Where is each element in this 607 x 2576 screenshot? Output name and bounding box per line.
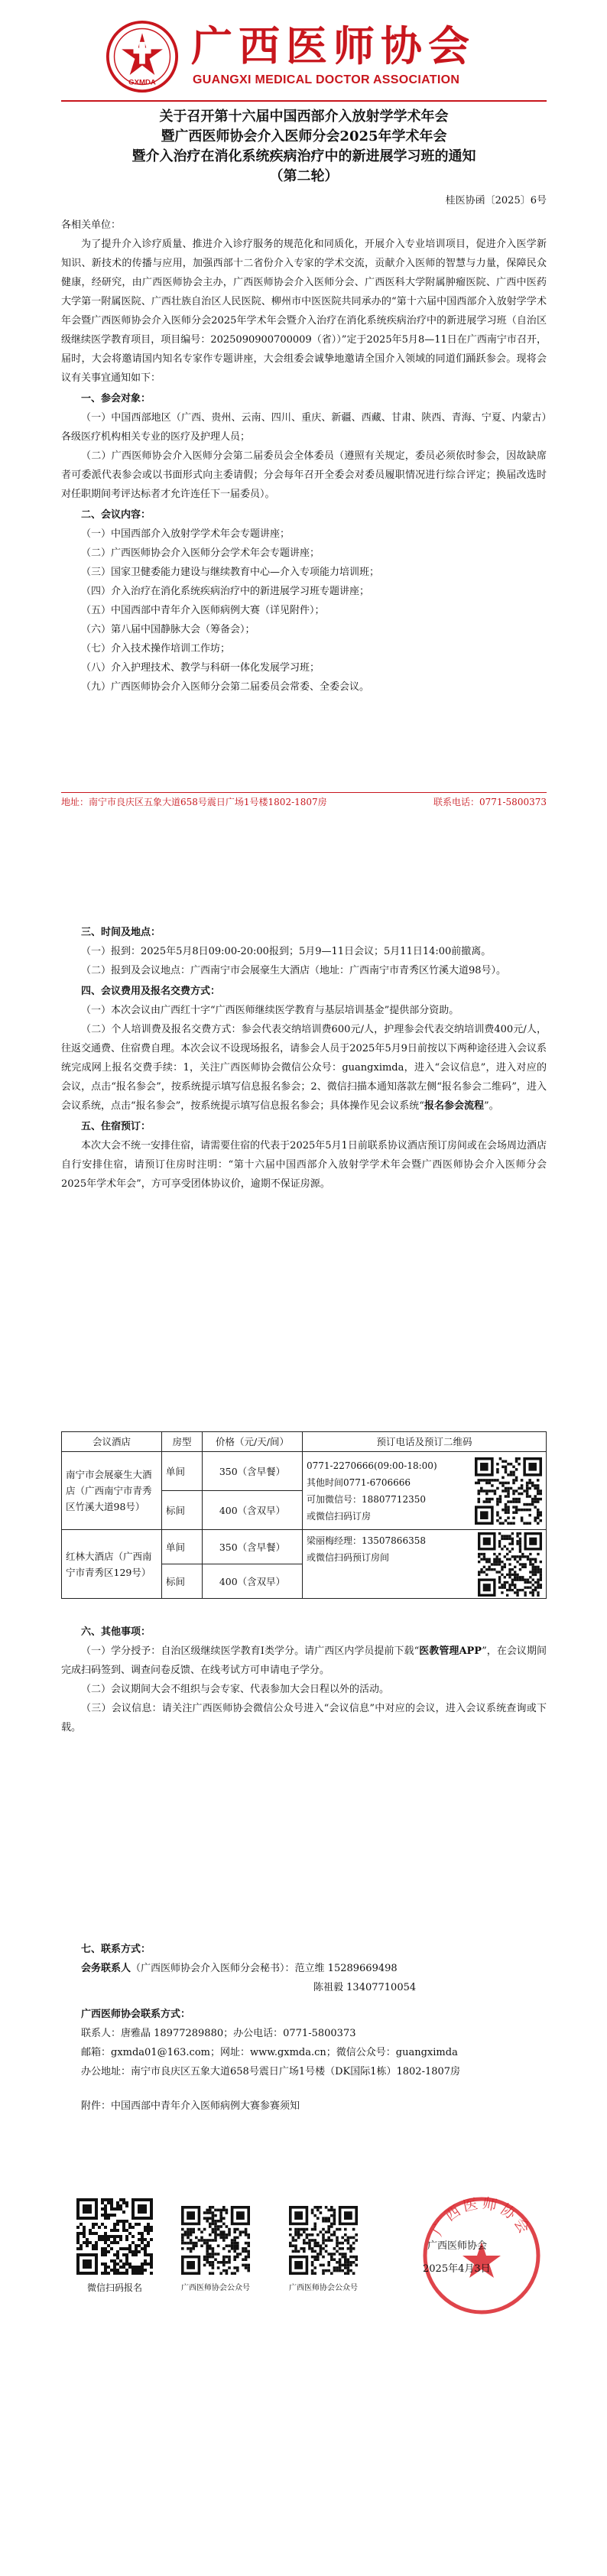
intro-paragraph: 为了提升介入诊疗质量、推进介入诊疗服务的规范化和同质化，开展介入专业培训项目，促进介入医学新知识、新技术的传播与应用，加强西部十二省份介入专家的学术交流，贡献介入医师的智慧与力量，保障民众健康，经研究，由广西医师协会主办，广西医师协会介入医师分会、广西医科大学附属肿瘤医院、广西中医药大学第一附属医院、广西壮族自治区人民医院、柳州市中医医院共同承办的“第十六届中国西部介入放射学学术年会暨广西医师协会介入医师分会2025年学术年会暨介入治疗在消化系统疾病治疗中的新进展学习班（自治区级继续医学教育项目，项目编号：2025090900700009（省））”定于2025年5月8—11日在广西南宁市召开，届时，大会将邀请国内知名专家作专题讲座，大会组委会诚挚地邀请全国介入领域的同道们踊跃参会。现将会议有关事宜通知如下： [61, 239, 547, 384]
signup-qr[interactable] [76, 2198, 153, 2294]
room-type: 标间 [162, 1564, 203, 1599]
affairs-phone-1: 15289669498 [327, 1963, 398, 1974]
table-header-cell: 预订电话及预订二维码 [303, 1432, 547, 1452]
room-price: 350（含早餐） [203, 1452, 303, 1491]
assoc-contact-heading: 广西医师协会联系方式： [81, 2009, 191, 2020]
section2-item: （五）中国西部中青年介入医师病例大赛（详见附件）； [81, 605, 325, 616]
table-header-cell: 房型 [162, 1432, 203, 1452]
section2-item: （二）广西医师协会介入医师分会学术年会专题讲座； [81, 547, 320, 559]
attachment-note: 附件：中国西部中青年介入医师病例大赛参赛须知 [81, 2100, 300, 2112]
section2-item: （九）广西医师协会介入医师分会第二届委员会常委、全委会议。 [81, 681, 370, 693]
logo-text: GXMDA [128, 78, 156, 87]
table-header-cell: 价格（元/天/间） [203, 1432, 303, 1452]
section1-item-1: （一）中国西部地区（广西、贵州、云南、四川、重庆、新疆、西藏、甘肃、陕西、青海、宁夏、内蒙古）各级医疗机构相关专业的医疗及护理人员； [61, 412, 547, 443]
section2-heading: 二、会议内容： [81, 509, 151, 521]
section6-item-1-end: ”，在会议期间完成扫码签到、调查问卷反馈、在线考试方可申请电子学分。 [61, 1645, 547, 1676]
contact-line: 0771-2270666(09:00-18:00) [307, 1460, 437, 1471]
section2-item: （四）介入治疗在消化系统疾病治疗中的新进展学习班专题讲座； [81, 586, 370, 597]
section6-heading: 六、其他事项： [81, 1626, 151, 1638]
section6-item-3: （三）会议信息：请关注广西医师协会微信公众号进入“会议信息”中对应的会议，进入会议系统查询或下载。 [61, 1703, 547, 1733]
hotel-contact [303, 1452, 547, 1530]
table-header-cell: 会议酒店 [62, 1432, 162, 1452]
room-type: 单间 [162, 1452, 203, 1491]
page-1 [0, 0, 607, 833]
section4-item-2-end: ”。 [483, 1100, 499, 1112]
org-name: 广西医师协会 [191, 21, 476, 70]
section4-heading: 四、会议费用及报名交费方式： [81, 986, 221, 997]
salutation: 各相关单位： [61, 219, 122, 231]
title-line-2: 暨广西医师协会介入医师分会2025年学术年会 [161, 128, 447, 145]
page3-body [61, 1938, 547, 2116]
section3-heading: 三、时间及地点： [81, 927, 161, 938]
table-row [62, 1530, 547, 1564]
table-row [62, 1452, 547, 1491]
section6-item-1 [61, 1642, 547, 1680]
affairs-phone-2: 13407710054 [346, 1982, 417, 1993]
room-type: 标间 [162, 1491, 203, 1530]
footer-divider [61, 792, 547, 793]
document-number: 桂医协函〔2025〕6号 [445, 195, 547, 206]
hotel-name: 红林大酒店（广西南宁市青秀区129号） [62, 1530, 162, 1599]
section2-item: （三）国家卫健委能力建设与继续教育中心—介入专项能力培训班； [81, 567, 380, 578]
assoc-contact: 联系人：唐雅晶 18977289880；办公电话：0771-5800373 [81, 2028, 356, 2039]
wechat-qr-1[interactable] [181, 2206, 250, 2292]
page-3 [0, 1751, 607, 2576]
affairs-org: （广西医师协会介入医师分会秘书）：范立维 [131, 1963, 325, 1974]
wechat-qr-caption: 广西医师协会公众号 [289, 2284, 358, 2292]
section2-item: （六）第八届中国静脉大会（筹备会）； [81, 624, 255, 635]
room-type: 单间 [162, 1530, 203, 1564]
section5-text: 本次大会不统一安排住宿，请需要住宿的代表于2025年5月1日前联系协议酒店预订房间或在会场周边酒店自行安排住宿，请预订住房时注明：“第十六届中国西部介入放射学学术年会暨广西医师协会介入医师分会2025年学术年会”，方可享受团体协议价，逾期不保证房源。 [61, 1140, 547, 1190]
hotel1-qr-code-icon [475, 1457, 542, 1525]
page2-section6 [61, 1621, 547, 1737]
section2-item: （七）介入技术操作培训工作坊； [81, 643, 231, 655]
header-divider [61, 100, 547, 102]
section4-item-2 [61, 1020, 547, 1116]
section4-item-1: （一）本次会议由广西红十字“广西医师继续医学教育与基层培训基金”提供部分资助。 [81, 1005, 459, 1016]
signature-org: 广西医师协会 [427, 2240, 488, 2252]
document-title [61, 107, 547, 187]
section6-item-2: （二）会议期间大会不组织与会专家、代表参加大会日程以外的活动。 [81, 1684, 390, 1695]
wechat-qr-code-icon[interactable] [289, 2206, 358, 2275]
signup-qr-caption: 微信扫码报名 [86, 2282, 142, 2293]
section4-item-2-text: （二）个人培训费及报名交费方式：参会代表交纳培训费600元/人，护理参会代表交纳培训费400元/人，往返交通费、住宿费自理。本次会议不设现场报名，请参会人员于2025年5月9日前按以下两种途径进入会议系统完成网上报名交费手续：1，关注广西医师协会微信公众号：guangximda，进入“会议信息”，进入对应的会议，点击“报名参会”，按系统提示填写信息报名参会；2、微信扫描本通知落款左侧“报名参会二维码”，进入会议系统，点击“报名参会”，按系统提示填写信息报名参会；具体操作见会议系统“ [61, 1024, 547, 1112]
affairs-label: 会务联系人 [81, 1963, 131, 1974]
hotel-contact [303, 1530, 547, 1599]
wechat-qr-2[interactable] [289, 2206, 358, 2292]
affairs-contact-line [61, 1959, 547, 1978]
footer-phone: 联系电话：0771-5800373 [433, 797, 547, 807]
title-line-4: （第二轮） [269, 168, 339, 184]
contact-line: 梁丽梅经理：13507866358 [307, 1535, 426, 1546]
org-name-en: GUANGXI MEDICAL DOCTOR ASSOCIATION [193, 73, 460, 86]
contact-line: 或微信扫码订房 [307, 1510, 372, 1522]
affairs-contact-line-2 [61, 1978, 547, 1997]
page1-body [61, 216, 547, 697]
section1-heading: 一、参会对象： [81, 393, 151, 404]
association-logo-icon [105, 20, 179, 93]
section2-item: （一）中国西部介入放射学学术年会专题讲座； [81, 528, 291, 540]
signup-qr-code-icon[interactable] [76, 2198, 153, 2275]
wechat-qr-caption: 广西医师协会公众号 [181, 2284, 250, 2292]
section3-item-1: （一）报到：2025年5月8日09:00-20:00报到；5月9—11日会议；5月11日14:00前撤离。 [81, 946, 492, 957]
section5-heading: 五、住宿预订： [81, 1121, 151, 1132]
contact-line: 可加微信号：18807712350 [307, 1493, 426, 1505]
affairs-person-2: 陈祖毅 [313, 1982, 344, 1993]
wechat-qr-code-icon[interactable] [181, 2206, 250, 2275]
section2-item: （八）介入护理技术、教学与科研一体化发展学习班； [81, 662, 320, 674]
section3-item-2: （二）报到及会议地点：广西南宁市会展豪生大酒店（地址：广西南宁市青秀区竹溪大道98号）。 [81, 965, 507, 976]
page-2 [0, 849, 607, 1743]
hotel-name: 南宁市会展豪生大酒店（广西南宁市青秀区竹溪大道98号） [62, 1452, 162, 1530]
assoc-address: 办公地址：南宁市良庆区五象大道658号震日广场1号楼（DK国际1栋）1802-1807房 [81, 2066, 461, 2077]
hotel-table-header [62, 1432, 547, 1452]
svg-text:广西医师协会 [429, 2195, 534, 2239]
contact-line: 或微信扫码预订房间 [307, 1551, 390, 1563]
page-footer [61, 795, 547, 808]
section1-item-2: （二）广西医师协会介入医师分会第二届委员会全体委员（遵照有关规定，委员必须依时参会，因故缺席者可委派代表参会或以书面形式向主委请假；分会每年召开全委会对委员履职情况进行综合评定；换届改选时对任职期间考评达标者才允许连任下一届委员）。 [61, 450, 547, 500]
assoc-email: 邮箱：gxmda01@163.com；网址：www.gxmda.cn；微信公众号：guangximda [81, 2047, 458, 2058]
room-price: 400（含双早） [203, 1564, 303, 1599]
app-name: 医教管理APP [419, 1645, 482, 1657]
signup-process-link: 报名参会流程 [424, 1100, 484, 1112]
official-seal-icon [420, 2194, 543, 2317]
signature-date: 2025年4月3日 [423, 2263, 491, 2275]
title-line-3: 暨介入治疗在消化系统疾病治疗中的新进展学习班的通知 [131, 148, 476, 164]
contact-line: 其他时间0771-6706666 [307, 1476, 411, 1488]
signature-block [417, 2194, 547, 2347]
section7-heading: 七、联系方式： [81, 1944, 151, 1955]
hotel-table [61, 1431, 547, 1599]
hotel2-qr-code-icon [478, 1532, 542, 1597]
room-price: 350（含早餐） [203, 1530, 303, 1564]
section6-item-1-text: （一）学分授予：自治区级继续医学教育Ⅰ类学分。请广西区内学员提前下载“ [81, 1645, 420, 1657]
seal-text: 广西医师协会 [429, 2194, 534, 2240]
title-line-1: 关于召开第十六届中国西部介入放射学学术年会 [159, 109, 449, 125]
page2-body [61, 921, 547, 1194]
room-price: 400（含双早） [203, 1491, 303, 1530]
footer-address: 地址：南宁市良庆区五象大道658号震日广场1号楼1802-1807房 [61, 797, 327, 807]
